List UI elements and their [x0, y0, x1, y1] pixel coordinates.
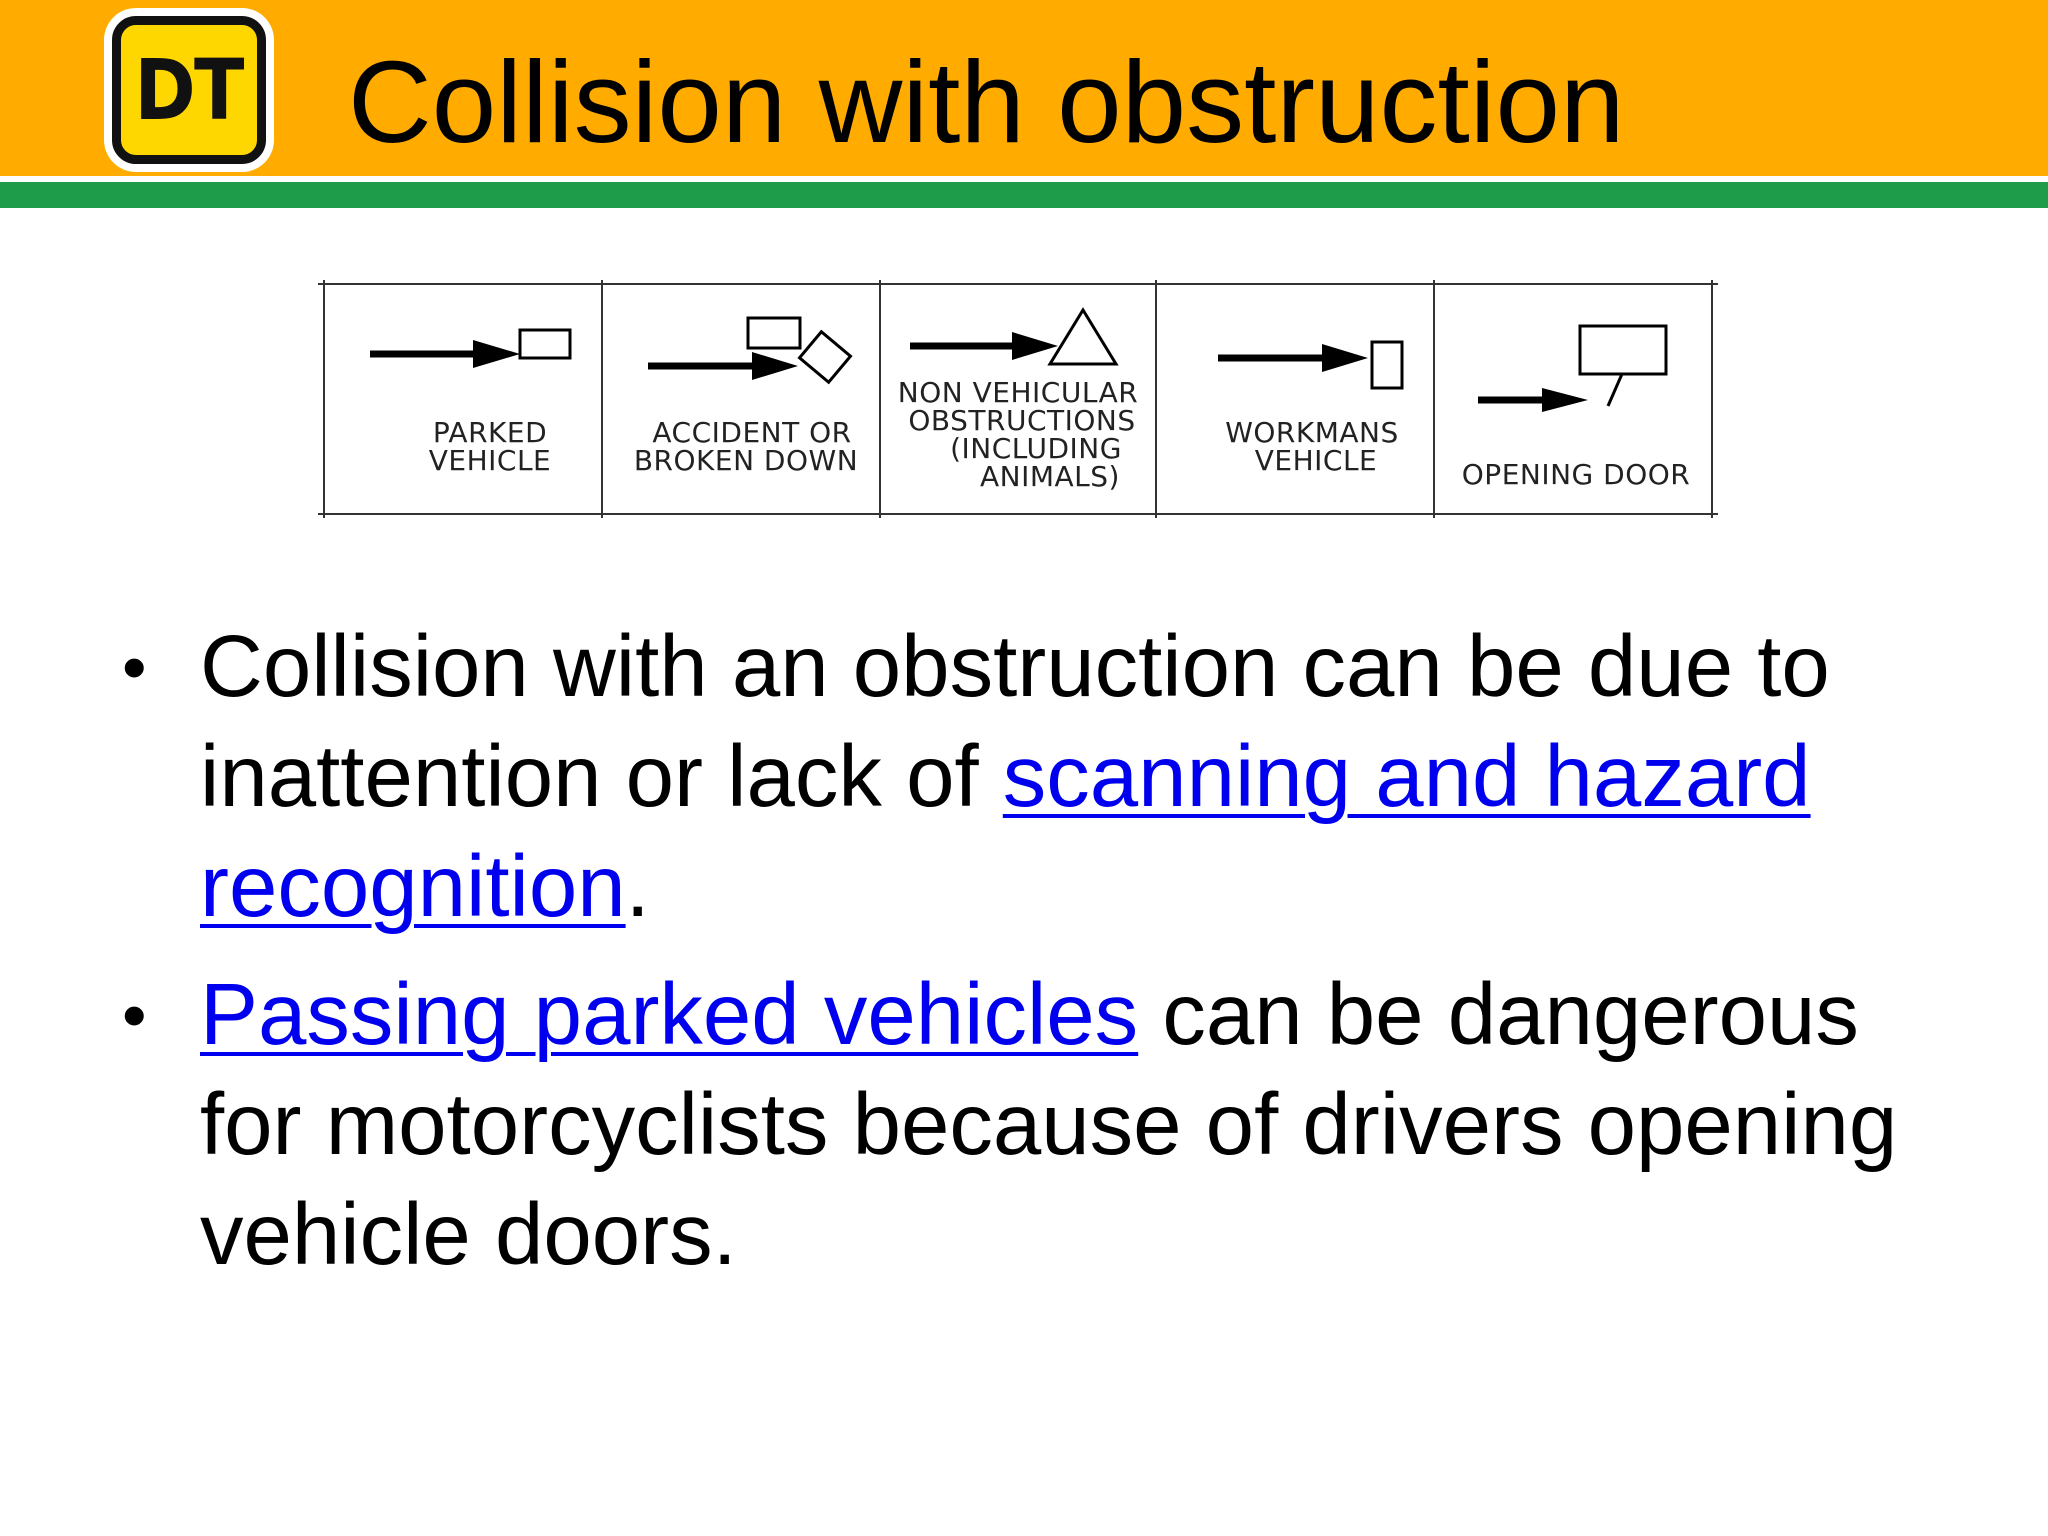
panel-label-line: NON VEHICULAR — [897, 376, 1139, 409]
panel-label-workmans — [1225, 416, 1399, 477]
panel-label-line: BROKEN DOWN — [633, 444, 859, 477]
panel-label-line: VEHICLE — [428, 444, 552, 477]
panel-label-non-vehicular — [898, 376, 1138, 493]
header-divider-green — [0, 182, 2048, 208]
bullet-item — [112, 612, 1962, 942]
dt-logo-badge — [112, 16, 266, 164]
panel-label-line: (INCLUDING — [950, 432, 1122, 465]
panel-label-opening-door — [1462, 458, 1690, 491]
bullet-item — [112, 960, 1962, 1290]
dt-logo-text: DT — [134, 41, 244, 139]
scanning-hazard-recognition-link[interactable]: scanning and hazard recognition — [200, 728, 1811, 935]
panel-label-parked — [429, 416, 552, 477]
panel-label-accident — [634, 416, 858, 477]
bullet-text-end: . — [625, 838, 650, 935]
arrow-to-parked-vehicle-icon — [370, 330, 570, 368]
passing-parked-vehicles-link[interactable]: Passing parked vehicles — [200, 966, 1139, 1063]
panel-label-line: OPENING DOOR — [1461, 458, 1691, 491]
arrow-to-opening-door-icon — [1478, 326, 1666, 412]
obstruction-types-diagram — [318, 276, 1718, 520]
panel-label-line: OBSTRUCTIONS — [908, 404, 1136, 437]
bullet-list — [112, 612, 1962, 1308]
page-title: Collision with obstruction — [348, 37, 1625, 167]
panel-label-line: PARKED — [432, 416, 548, 449]
arrow-to-triangle-obstruction-icon — [910, 310, 1116, 364]
panel-label-line: ANIMALS) — [980, 460, 1120, 493]
obstruction-types-figure — [318, 276, 1718, 520]
panel-label-line: WORKMANS — [1225, 416, 1399, 449]
panel-label-line: ACCIDENT OR — [652, 416, 852, 449]
arrow-to-broken-down-vehicles-icon — [648, 318, 850, 382]
panel-label-line: VEHICLE — [1254, 444, 1378, 477]
arrow-to-workmans-vehicle-icon — [1218, 342, 1402, 388]
bullet-marker: • — [122, 628, 147, 706]
bullet-text: Collision with an obstruction can be due to inattention or lack of — [200, 618, 1830, 825]
dt-logo — [104, 8, 274, 172]
bullet-marker: • — [122, 976, 147, 1054]
bullet-text: can be dangerous for motorcyclists because of drivers opening vehicle doors. — [200, 966, 1898, 1283]
